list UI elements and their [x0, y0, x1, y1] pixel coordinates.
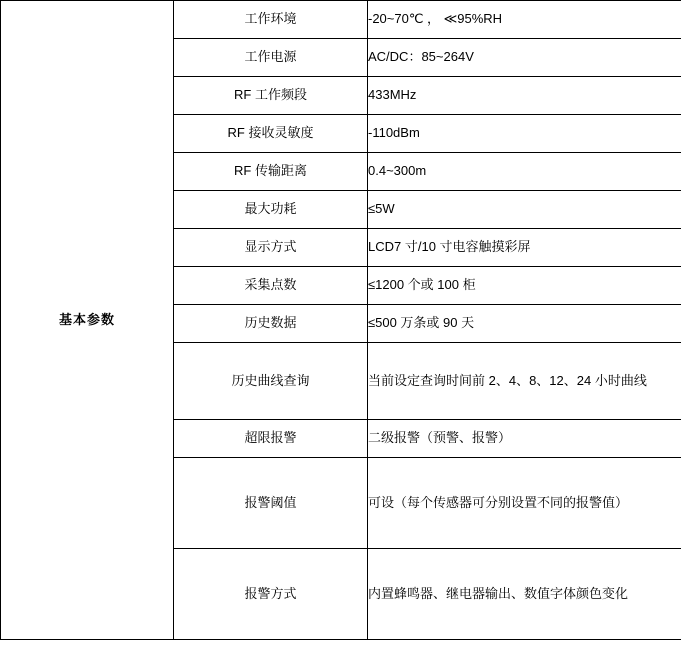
parameter-name-cell: 最大功耗	[174, 191, 368, 229]
parameter-name-cell: 历史曲线查询	[174, 343, 368, 420]
parameter-value-cell: -20~70℃ ， ≪95%RH	[368, 1, 681, 39]
parameter-name-cell: RF 工作频段	[174, 77, 368, 115]
parameter-value-cell: -110dBm	[368, 115, 681, 153]
parameter-value-cell: ≤5W	[368, 191, 681, 229]
parameter-value-cell: LCD7 寸/10 寸电容触摸彩屏	[368, 229, 681, 267]
category-cell: 基本参数	[1, 1, 174, 640]
parameter-name-cell: 显示方式	[174, 229, 368, 267]
parameter-name-cell: 报警方式	[174, 549, 368, 640]
parameter-name-cell: 采集点数	[174, 267, 368, 305]
parameter-name-cell: 超限报警	[174, 420, 368, 458]
parameter-name-cell: 历史数据	[174, 305, 368, 343]
parameter-value-cell: 当前设定查询时间前 2、4、8、12、24 小时曲线	[368, 343, 681, 420]
parameter-name-cell: 报警阈值	[174, 458, 368, 549]
parameter-value-cell: 可设（每个传感器可分别设置不同的报警值）	[368, 458, 681, 549]
parameter-name-cell: RF 接收灵敏度	[174, 115, 368, 153]
parameter-name-cell: 工作环境	[174, 1, 368, 39]
parameter-value-cell: 0.4~300m	[368, 153, 681, 191]
parameter-value-cell: 433MHz	[368, 77, 681, 115]
parameter-value-cell: ≤500 万条或 90 天	[368, 305, 681, 343]
parameter-value-cell: 二级报警（预警、报警）	[368, 420, 681, 458]
parameter-name-cell: 工作电源	[174, 39, 368, 77]
parameter-value-cell: 内置蜂鸣器、继电器输出、数值字体颜色变化	[368, 549, 681, 640]
parameter-name-cell: RF 传输距离	[174, 153, 368, 191]
specification-table-body	[1, 1, 681, 640]
table-row	[1, 1, 681, 39]
parameter-value-cell: AC/DC：85~264V	[368, 39, 681, 77]
parameter-value-cell: ≤1200 个或 100 柜	[368, 267, 681, 305]
